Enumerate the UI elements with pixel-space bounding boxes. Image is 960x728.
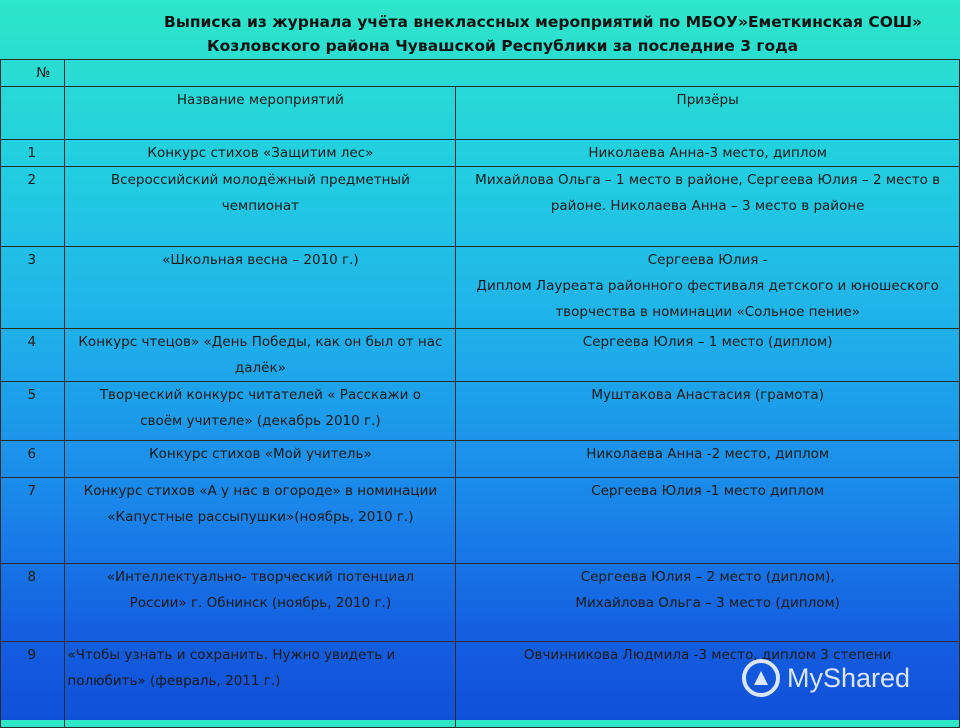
row-event: Творческий конкурс читателей « Расскажи о своём учителе» (декабрь 2010 г.) [65, 382, 456, 441]
title-line-2: Козловского района Чувашской Республики за последние 3 года [207, 37, 799, 55]
row-winners-line-1: Сергеева Юлия – 2 место (диплом), [580, 569, 835, 585]
row-number: 1 [1, 140, 65, 167]
row-event: Конкурс стихов «А у нас в огороде» в номинации «Капустные рассыпушки»(ноябрь, 2010 г.) [65, 478, 456, 564]
row-number: 3 [1, 247, 65, 329]
row-number: 4 [1, 329, 65, 382]
row-event: «Чтобы узнать и сохранить. Нужно увидеть и полюбить» (февраль, 2011 г.) [65, 642, 456, 728]
row-event: «Школьная весна – 2010 г.) [65, 247, 456, 329]
row-number: 6 [1, 441, 65, 478]
row-winners: Овчинникова Людмила -3 место, диплом 3 степени [456, 642, 960, 728]
watermark-text: MyShared [787, 662, 911, 693]
row-event: Конкурс чтецов» «День Победы, как он был от нас далёк» [65, 329, 456, 382]
row-winners [456, 564, 960, 642]
table-row [1, 247, 960, 329]
events-table [0, 59, 960, 728]
row-event: Всероссийский молодёжный предметный чемпионат [65, 167, 456, 247]
header-event: Название мероприятий [65, 87, 456, 140]
table-row [1, 140, 960, 167]
empty-header-cell [65, 60, 960, 87]
table-row [1, 441, 960, 478]
title-line-1: Выписка из журнала учёта внеклассных мероприятий по МБОУ»Еметкинская СОШ» [164, 13, 923, 31]
row-event: Конкурс стихов «Защитим лес» [65, 140, 456, 167]
row-winners: Сергеева Юлия -1 место диплом [456, 478, 960, 564]
row-number: 2 [1, 167, 65, 247]
row-winners [456, 247, 960, 329]
row-winners-line-2: Михайлова Ольга – 3 место (диплом) [575, 595, 840, 611]
myshared-watermark [741, 658, 910, 698]
header-index-cell [1, 87, 65, 140]
row-event: Конкурс стихов «Мой учитель» [65, 441, 456, 478]
table-row [1, 329, 960, 382]
number-header: № [1, 60, 65, 87]
row-winners: Сергеева Юлия – 1 место (диплом) [456, 329, 960, 382]
table-row [1, 167, 960, 247]
header-winners: Призёры [456, 87, 960, 140]
document-title [0, 10, 960, 58]
row-winners: Михайлова Ольга – 1 место в районе, Сергеева Юлия – 2 место в районе. Николаева Анна – 3 место в районе [456, 167, 960, 247]
row-winners-line-1: Сергеева Юлия - [647, 252, 768, 268]
row-winners: Николаева Анна -2 место, диплом [456, 441, 960, 478]
row-event: «Интеллектуально- творческий потенциал России» г. Обнинск (ноябрь, 2010 г.) [65, 564, 456, 642]
row-number: 8 [1, 564, 65, 642]
row-winners: Муштакова Анастасия (грамота) [456, 382, 960, 441]
row-winners: Николаева Анна-3 место, диплом [456, 140, 960, 167]
myshared-logo-icon [741, 658, 781, 698]
row-number: 5 [1, 382, 65, 441]
table-row [1, 478, 960, 564]
table-row [1, 564, 960, 642]
row-number: 9 [1, 642, 65, 728]
row-winners-line-2: Диплом Лауреата районного фестиваля детского и юношеского творчества в номинации «Сольное пение» [476, 278, 939, 320]
table-number-row [1, 60, 960, 87]
table-header-row [1, 87, 960, 140]
row-number: 7 [1, 478, 65, 564]
table-row [1, 382, 960, 441]
